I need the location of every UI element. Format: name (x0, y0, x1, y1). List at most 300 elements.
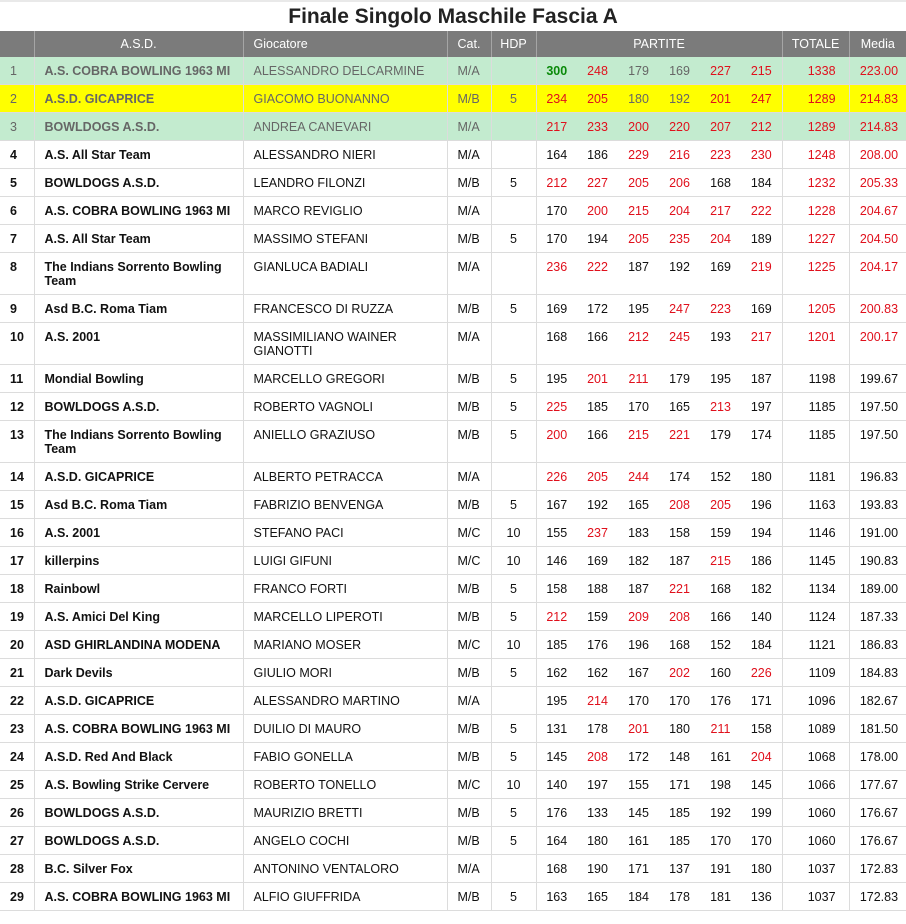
club-cell: Rainbowl (34, 575, 243, 603)
average-cell: 205.33 (849, 169, 906, 197)
player-cell: FABIO GONELLA (243, 743, 447, 771)
game-score-cell: 205 (618, 225, 659, 253)
player-cell: ROBERTO TONELLO (243, 771, 447, 799)
position-cell: 14 (0, 463, 34, 491)
category-cell: M/A (447, 253, 491, 295)
position-cell: 25 (0, 771, 34, 799)
position-cell: 5 (0, 169, 34, 197)
game-score-cell: 170 (618, 687, 659, 715)
category-cell: M/A (447, 687, 491, 715)
game-score-cell: 204 (741, 743, 782, 771)
header-total: TOTALE (782, 31, 849, 57)
total-cell: 1096 (782, 687, 849, 715)
game-score-cell: 187 (741, 365, 782, 393)
category-cell: M/B (447, 393, 491, 421)
table-row (0, 253, 906, 295)
average-cell: 172.83 (849, 883, 906, 911)
game-score-cell: 182 (618, 547, 659, 575)
game-score-cell: 172 (618, 743, 659, 771)
category-cell: M/B (447, 715, 491, 743)
game-score-cell: 192 (577, 491, 618, 519)
position-cell: 15 (0, 491, 34, 519)
game-score-cell: 186 (741, 547, 782, 575)
game-score-cell: 166 (700, 603, 741, 631)
game-score-cell: 205 (577, 85, 618, 113)
category-cell: M/B (447, 225, 491, 253)
game-score-cell: 215 (700, 547, 741, 575)
game-score-cell: 146 (536, 547, 577, 575)
category-cell: M/A (447, 141, 491, 169)
game-score-cell: 185 (659, 827, 700, 855)
game-score-cell: 161 (618, 827, 659, 855)
game-score-cell: 131 (536, 715, 577, 743)
average-cell: 191.00 (849, 519, 906, 547)
game-score-cell: 185 (659, 799, 700, 827)
game-score-cell: 165 (618, 491, 659, 519)
club-cell: A.S. COBRA BOWLING 1963 MI (34, 197, 243, 225)
game-score-cell: 205 (577, 463, 618, 491)
club-cell: BOWLDOGS A.S.D. (34, 827, 243, 855)
club-cell: A.S. Bowling Strike Cervere (34, 771, 243, 799)
handicap-cell: 5 (491, 659, 536, 687)
handicap-cell: 5 (491, 603, 536, 631)
category-cell: M/B (447, 365, 491, 393)
player-cell: ALBERTO PETRACCA (243, 463, 447, 491)
player-cell: LUIGI GIFUNI (243, 547, 447, 575)
average-cell: 172.83 (849, 855, 906, 883)
club-cell: The Indians Sorrento Bowling Team (34, 421, 243, 463)
average-cell: 200.83 (849, 295, 906, 323)
handicap-cell: 5 (491, 827, 536, 855)
table-row (0, 393, 906, 421)
game-score-cell: 201 (700, 85, 741, 113)
total-cell: 1121 (782, 631, 849, 659)
club-cell: A.S. COBRA BOWLING 1963 MI (34, 57, 243, 85)
game-score-cell: 165 (659, 393, 700, 421)
category-cell: M/B (447, 295, 491, 323)
game-score-cell: 245 (659, 323, 700, 365)
game-score-cell: 170 (536, 197, 577, 225)
total-cell: 1146 (782, 519, 849, 547)
position-cell: 26 (0, 799, 34, 827)
club-cell: A.S. All Star Team (34, 225, 243, 253)
average-cell: 176.67 (849, 827, 906, 855)
game-score-cell: 216 (659, 141, 700, 169)
category-cell: M/B (447, 659, 491, 687)
game-score-cell: 219 (741, 253, 782, 295)
game-score-cell: 145 (536, 743, 577, 771)
handicap-cell: 5 (491, 883, 536, 911)
game-score-cell: 215 (618, 197, 659, 225)
game-score-cell: 236 (536, 253, 577, 295)
average-cell: 204.50 (849, 225, 906, 253)
average-cell: 176.67 (849, 799, 906, 827)
average-cell: 197.50 (849, 421, 906, 463)
game-score-cell: 222 (577, 253, 618, 295)
player-cell: DUILIO DI MAURO (243, 715, 447, 743)
game-score-cell: 167 (536, 491, 577, 519)
game-score-cell: 169 (577, 547, 618, 575)
table-row (0, 547, 906, 575)
table-row (0, 883, 906, 911)
game-score-cell: 145 (618, 799, 659, 827)
club-cell: A.S. 2001 (34, 519, 243, 547)
table-row (0, 169, 906, 197)
header-position (0, 31, 34, 57)
average-cell: 199.67 (849, 365, 906, 393)
position-cell: 3 (0, 113, 34, 141)
game-score-cell: 158 (741, 715, 782, 743)
club-cell: A.S. All Star Team (34, 141, 243, 169)
game-score-cell: 188 (577, 575, 618, 603)
table-row (0, 365, 906, 393)
game-score-cell: 189 (741, 225, 782, 253)
header-club: A.S.D. (34, 31, 243, 57)
game-score-cell: 233 (577, 113, 618, 141)
game-score-cell: 158 (536, 575, 577, 603)
average-cell: 214.83 (849, 85, 906, 113)
position-cell: 2 (0, 85, 34, 113)
game-score-cell: 155 (618, 771, 659, 799)
table-row (0, 799, 906, 827)
category-cell: M/A (447, 57, 491, 85)
total-cell: 1248 (782, 141, 849, 169)
handicap-cell (491, 197, 536, 225)
game-score-cell: 140 (741, 603, 782, 631)
header-category: Cat. (447, 31, 491, 57)
game-score-cell: 194 (741, 519, 782, 547)
game-score-cell: 161 (700, 743, 741, 771)
game-score-cell: 160 (700, 659, 741, 687)
game-score-cell: 197 (577, 771, 618, 799)
game-score-cell: 159 (700, 519, 741, 547)
category-cell: M/B (447, 169, 491, 197)
game-score-cell: 185 (577, 393, 618, 421)
game-score-cell: 164 (536, 141, 577, 169)
game-score-cell: 140 (536, 771, 577, 799)
game-score-cell: 166 (577, 421, 618, 463)
game-score-cell: 223 (700, 295, 741, 323)
player-cell: MAURIZIO BRETTI (243, 799, 447, 827)
game-score-cell: 168 (536, 855, 577, 883)
player-cell: MARCO REVIGLIO (243, 197, 447, 225)
category-cell: M/A (447, 323, 491, 365)
table-row (0, 631, 906, 659)
game-score-cell: 183 (618, 519, 659, 547)
game-score-cell: 208 (577, 743, 618, 771)
total-cell: 1185 (782, 421, 849, 463)
total-cell: 1201 (782, 323, 849, 365)
category-cell: M/B (447, 743, 491, 771)
average-cell: 190.83 (849, 547, 906, 575)
game-score-cell: 221 (659, 575, 700, 603)
club-cell: Dark Devils (34, 659, 243, 687)
total-cell: 1185 (782, 393, 849, 421)
game-score-cell: 201 (577, 365, 618, 393)
game-score-cell: 145 (741, 771, 782, 799)
game-score-cell: 155 (536, 519, 577, 547)
total-cell: 1037 (782, 855, 849, 883)
game-score-cell: 170 (659, 687, 700, 715)
game-score-cell: 217 (741, 323, 782, 365)
average-cell: 177.67 (849, 771, 906, 799)
game-score-cell: 300 (536, 57, 577, 85)
club-cell: BOWLDOGS A.S.D. (34, 113, 243, 141)
game-score-cell: 223 (700, 141, 741, 169)
player-cell: MARCELLO GREGORI (243, 365, 447, 393)
game-score-cell: 185 (536, 631, 577, 659)
average-cell: 193.83 (849, 491, 906, 519)
table-row (0, 197, 906, 225)
game-score-cell: 195 (700, 365, 741, 393)
total-cell: 1037 (782, 883, 849, 911)
position-cell: 20 (0, 631, 34, 659)
game-score-cell: 247 (741, 85, 782, 113)
player-cell: FRANCESCO DI RUZZA (243, 295, 447, 323)
game-score-cell: 208 (659, 491, 700, 519)
table-row (0, 463, 906, 491)
player-cell: MARCELLO LIPEROTI (243, 603, 447, 631)
game-score-cell: 184 (741, 169, 782, 197)
game-score-cell: 179 (618, 57, 659, 85)
game-score-cell: 171 (618, 855, 659, 883)
player-cell: ALESSANDRO MARTINO (243, 687, 447, 715)
game-score-cell: 217 (536, 113, 577, 141)
game-score-cell: 164 (536, 827, 577, 855)
game-score-cell: 205 (700, 491, 741, 519)
game-score-cell: 133 (577, 799, 618, 827)
game-score-cell: 213 (700, 393, 741, 421)
header-average: Media (849, 31, 906, 57)
handicap-cell: 5 (491, 295, 536, 323)
game-score-cell: 196 (618, 631, 659, 659)
total-cell: 1134 (782, 575, 849, 603)
player-cell: ANGELO COCHI (243, 827, 447, 855)
header-handicap: HDP (491, 31, 536, 57)
table-row (0, 575, 906, 603)
category-cell: M/B (447, 575, 491, 603)
game-score-cell: 212 (618, 323, 659, 365)
game-score-cell: 211 (618, 365, 659, 393)
position-cell: 9 (0, 295, 34, 323)
club-cell: A.S. COBRA BOWLING 1963 MI (34, 883, 243, 911)
category-cell: M/C (447, 771, 491, 799)
position-cell: 27 (0, 827, 34, 855)
club-cell: A.S.D. GICAPRICE (34, 687, 243, 715)
game-score-cell: 170 (536, 225, 577, 253)
table-row (0, 519, 906, 547)
position-cell: 17 (0, 547, 34, 575)
game-score-cell: 205 (618, 169, 659, 197)
handicap-cell (491, 253, 536, 295)
game-score-cell: 195 (536, 687, 577, 715)
club-cell: ASD GHIRLANDINA MODENA (34, 631, 243, 659)
position-cell: 12 (0, 393, 34, 421)
table-row (0, 225, 906, 253)
club-cell: A.S.D. GICAPRICE (34, 463, 243, 491)
game-score-cell: 247 (659, 295, 700, 323)
player-cell: FRANCO FORTI (243, 575, 447, 603)
position-cell: 4 (0, 141, 34, 169)
average-cell: 197.50 (849, 393, 906, 421)
total-cell: 1060 (782, 827, 849, 855)
game-score-cell: 215 (618, 421, 659, 463)
position-cell: 13 (0, 421, 34, 463)
category-cell: M/C (447, 547, 491, 575)
position-cell: 16 (0, 519, 34, 547)
total-cell: 1181 (782, 463, 849, 491)
game-score-cell: 162 (577, 659, 618, 687)
position-cell: 28 (0, 855, 34, 883)
average-cell: 200.17 (849, 323, 906, 365)
game-score-cell: 192 (659, 85, 700, 113)
game-score-cell: 195 (536, 365, 577, 393)
handicap-cell (491, 463, 536, 491)
game-score-cell: 186 (577, 141, 618, 169)
game-score-cell: 148 (659, 743, 700, 771)
club-cell: A.S. COBRA BOWLING 1963 MI (34, 715, 243, 743)
game-score-cell: 167 (618, 659, 659, 687)
table-row (0, 659, 906, 687)
club-cell: BOWLDOGS A.S.D. (34, 169, 243, 197)
game-score-cell: 195 (618, 295, 659, 323)
player-cell: ALFIO GIUFFRIDA (243, 883, 447, 911)
category-cell: M/B (447, 421, 491, 463)
table-row (0, 771, 906, 799)
game-score-cell: 165 (577, 883, 618, 911)
game-score-cell: 244 (618, 463, 659, 491)
game-score-cell: 182 (741, 575, 782, 603)
average-cell: 204.17 (849, 253, 906, 295)
table-row (0, 743, 906, 771)
total-cell: 1205 (782, 295, 849, 323)
club-cell: A.S. 2001 (34, 323, 243, 365)
handicap-cell (491, 57, 536, 85)
average-cell: 189.00 (849, 575, 906, 603)
game-score-cell: 202 (659, 659, 700, 687)
club-cell: BOWLDOGS A.S.D. (34, 799, 243, 827)
game-score-cell: 192 (659, 253, 700, 295)
game-score-cell: 170 (741, 827, 782, 855)
club-cell: BOWLDOGS A.S.D. (34, 393, 243, 421)
total-cell: 1232 (782, 169, 849, 197)
page-title: Finale Singolo Maschile Fascia A (288, 5, 618, 28)
game-score-cell: 168 (700, 575, 741, 603)
handicap-cell (491, 855, 536, 883)
game-score-cell: 178 (577, 715, 618, 743)
game-score-cell: 204 (659, 197, 700, 225)
average-cell: 196.83 (849, 463, 906, 491)
game-score-cell: 159 (577, 603, 618, 631)
top-divider (0, 0, 906, 2)
game-score-cell: 137 (659, 855, 700, 883)
table-row (0, 603, 906, 631)
game-score-cell: 221 (659, 421, 700, 463)
game-score-cell: 180 (659, 715, 700, 743)
game-score-cell: 136 (741, 883, 782, 911)
average-cell: 181.50 (849, 715, 906, 743)
game-score-cell: 187 (618, 575, 659, 603)
handicap-cell: 5 (491, 491, 536, 519)
table-row (0, 323, 906, 365)
game-score-cell: 200 (536, 421, 577, 463)
handicap-cell: 5 (491, 799, 536, 827)
player-cell: ANIELLO GRAZIUSO (243, 421, 447, 463)
game-score-cell: 234 (536, 85, 577, 113)
total-cell: 1089 (782, 715, 849, 743)
game-score-cell: 162 (536, 659, 577, 687)
total-cell: 1227 (782, 225, 849, 253)
game-score-cell: 207 (700, 113, 741, 141)
position-cell: 11 (0, 365, 34, 393)
table-row (0, 491, 906, 519)
player-cell: STEFANO PACI (243, 519, 447, 547)
ranking-table (0, 31, 906, 911)
game-score-cell: 174 (741, 421, 782, 463)
game-score-cell: 169 (700, 253, 741, 295)
game-score-cell: 171 (741, 687, 782, 715)
club-cell: A.S. Amici Del King (34, 603, 243, 631)
handicap-cell (491, 113, 536, 141)
game-score-cell: 190 (577, 855, 618, 883)
category-cell: M/A (447, 463, 491, 491)
game-score-cell: 184 (741, 631, 782, 659)
category-cell: M/B (447, 491, 491, 519)
position-cell: 19 (0, 603, 34, 631)
game-score-cell: 211 (700, 715, 741, 743)
average-cell: 178.00 (849, 743, 906, 771)
game-score-cell: 198 (700, 771, 741, 799)
handicap-cell: 5 (491, 365, 536, 393)
position-cell: 22 (0, 687, 34, 715)
table-body (0, 57, 906, 911)
game-score-cell: 200 (577, 197, 618, 225)
club-cell: killerpins (34, 547, 243, 575)
game-score-cell: 199 (741, 799, 782, 827)
game-score-cell: 227 (577, 169, 618, 197)
player-cell: MASSIMILIANO WAINER GIANOTTI (243, 323, 447, 365)
game-score-cell: 168 (536, 323, 577, 365)
game-score-cell: 226 (536, 463, 577, 491)
game-score-cell: 180 (577, 827, 618, 855)
table-row (0, 85, 906, 113)
handicap-cell: 5 (491, 575, 536, 603)
game-score-cell: 204 (700, 225, 741, 253)
game-score-cell: 168 (659, 631, 700, 659)
table-row (0, 687, 906, 715)
category-cell: M/C (447, 519, 491, 547)
game-score-cell: 196 (741, 491, 782, 519)
total-cell: 1066 (782, 771, 849, 799)
header-games: PARTITE (536, 31, 782, 57)
player-cell: GIACOMO BUONANNO (243, 85, 447, 113)
game-score-cell: 180 (741, 463, 782, 491)
club-cell: A.S.D. GICAPRICE (34, 85, 243, 113)
game-score-cell: 187 (618, 253, 659, 295)
player-cell: ALESSANDRO DELCARMINE (243, 57, 447, 85)
player-cell: GIANLUCA BADIALI (243, 253, 447, 295)
total-cell: 1198 (782, 365, 849, 393)
position-cell: 23 (0, 715, 34, 743)
player-cell: FABRIZIO BENVENGA (243, 491, 447, 519)
handicap-cell (491, 687, 536, 715)
player-cell: ANDREA CANEVARI (243, 113, 447, 141)
player-cell: ANTONINO VENTALORO (243, 855, 447, 883)
handicap-cell: 5 (491, 715, 536, 743)
total-cell: 1225 (782, 253, 849, 295)
average-cell: 214.83 (849, 113, 906, 141)
header-row (0, 31, 906, 57)
